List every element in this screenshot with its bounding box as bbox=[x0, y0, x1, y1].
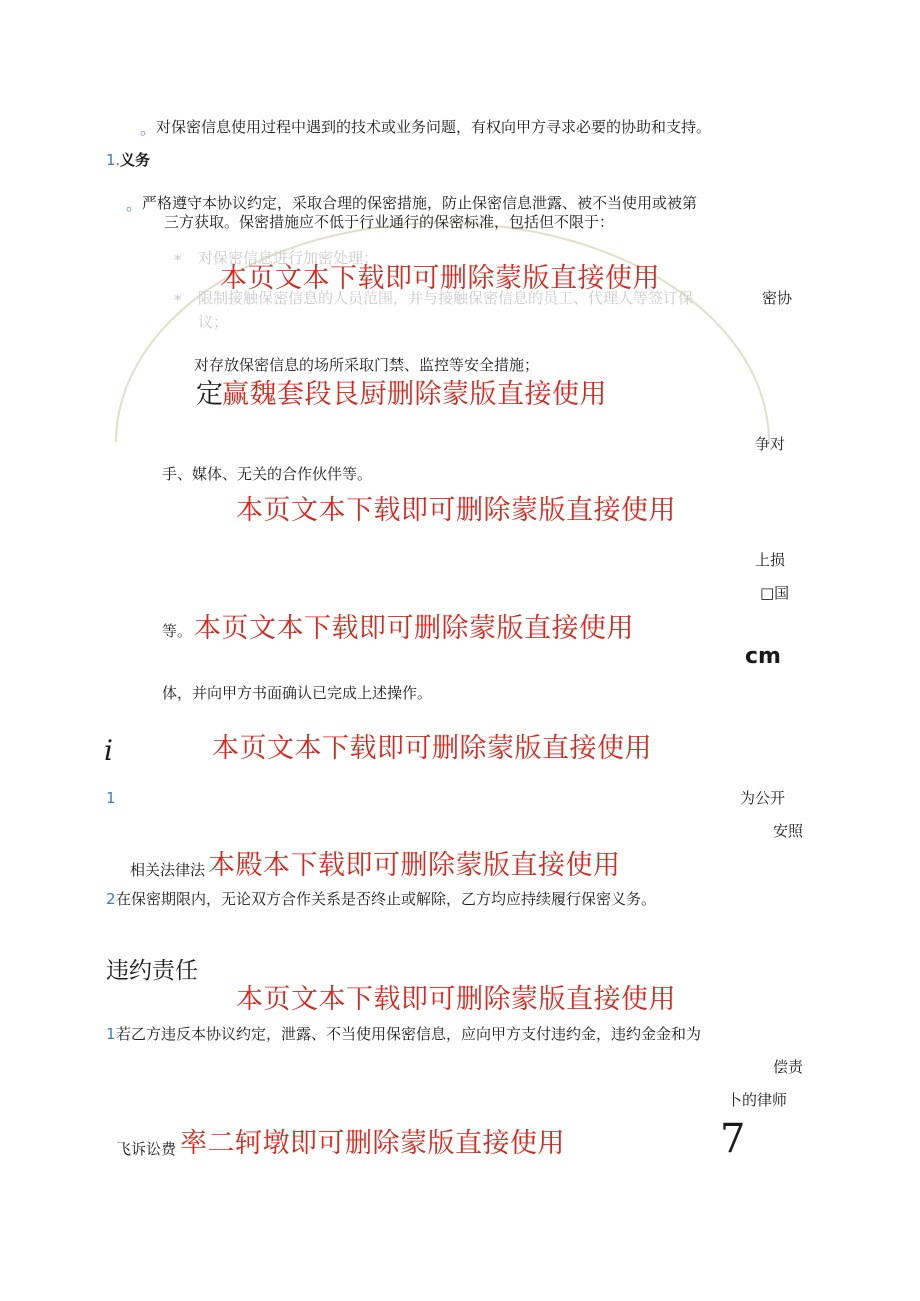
watermark-1: 本页文本下载即可删除蒙版直接使用 bbox=[220, 263, 660, 294]
fragment-ti-line: 体，并向甲方书面确认已完成上述操作。 bbox=[162, 684, 433, 702]
sub-bullet-1: * bbox=[174, 251, 182, 269]
obligations-title: 义务 bbox=[120, 151, 151, 169]
sub-item-tail: 密协 bbox=[762, 289, 793, 307]
fragment-italic-i: i bbox=[104, 734, 113, 767]
obligations-line-2: 三方获取。保密措施应不低于行业通行的保密标准，包括但不限于： bbox=[164, 213, 615, 231]
watermark-8: 率二轲墩即可删除蒙版直接使用 bbox=[180, 1128, 565, 1159]
sub-item-restrict-cont: 议； bbox=[198, 313, 229, 331]
fragment-shou-meiti: 手、媒体、无关的合作伙伴等。 bbox=[162, 465, 373, 483]
fragment-wei-gongkai: 为公开 bbox=[740, 789, 786, 807]
watermark-6: 本殿本下载即可删除蒙版直接使用 bbox=[208, 850, 621, 881]
obligations-bullet: 。 bbox=[126, 195, 143, 214]
fragment-seven: 7 bbox=[720, 1116, 746, 1162]
liability-number: 1 bbox=[106, 1025, 116, 1043]
watermark-4: 本页文本下载即可删除蒙版直接使用 bbox=[194, 613, 634, 644]
ding-char: 定 bbox=[196, 379, 224, 410]
fragment-cm: cm bbox=[745, 644, 781, 669]
fragment-susong: 飞诉讼费 bbox=[116, 1140, 177, 1158]
watermark-7: 本页文本下载即可删除蒙版直接使用 bbox=[236, 984, 676, 1015]
obligations-number: 1. bbox=[106, 151, 121, 169]
fragment-shang-sun: 上损 bbox=[755, 551, 786, 569]
liability-title: 违约责任 bbox=[106, 958, 198, 984]
fragment-zheng-dui: 争对 bbox=[755, 435, 786, 453]
liability-line: 若乙方违反本协议约定，泄露、不当使用保密信息，应向甲方支付违约金，违约金金和为 bbox=[116, 1025, 702, 1043]
sub-item-restrict: 限制接触保密信息的人员范围，并与接触保密信息的员工、代理人等签订保 bbox=[198, 289, 694, 307]
watermark-2: 赢魏套段艮厨删除蒙版直接使用 bbox=[222, 379, 607, 410]
fragment-xiangguan: 相关法律法 bbox=[130, 861, 206, 879]
access-control-line: 对存放保密信息的场所采取门禁、监控等安全措施； bbox=[194, 356, 540, 374]
obligations-line-1: 严格遵守本协议约定，采取合理的保密措施，防止保密信息泄露、被不当使用或被第 bbox=[142, 194, 698, 212]
fragment-deng: 等。 bbox=[162, 622, 193, 640]
sub-item-encrypt: 对保密信息进行加密处理； bbox=[198, 249, 379, 267]
rights-bullet: 。 bbox=[140, 119, 157, 138]
sub-bullet-2: * bbox=[174, 291, 182, 309]
fragment-an-zhao: 安照 bbox=[773, 822, 804, 840]
fragment-lvshi: 卜的律师 bbox=[727, 1091, 788, 1109]
fragment-chang-ze: 偿责 bbox=[773, 1058, 804, 1076]
watermark-5: 本页文本下载即可删除蒙版直接使用 bbox=[212, 733, 652, 764]
fragment-guo: □国 bbox=[760, 584, 790, 602]
term-number: 2 bbox=[106, 890, 116, 908]
term-line: 在保密期限内，无论双方合作关系是否终止或解除，乙方均应持续履行保密义务。 bbox=[116, 890, 657, 908]
rights-item: 对保密信息使用过程中遇到的技术或业务问题，有权向甲方寻求必要的协助和支持。 bbox=[156, 118, 712, 136]
watermark-3: 本页文本下载即可删除蒙版直接使用 bbox=[236, 495, 676, 526]
fragment-one: 1 bbox=[106, 789, 116, 807]
